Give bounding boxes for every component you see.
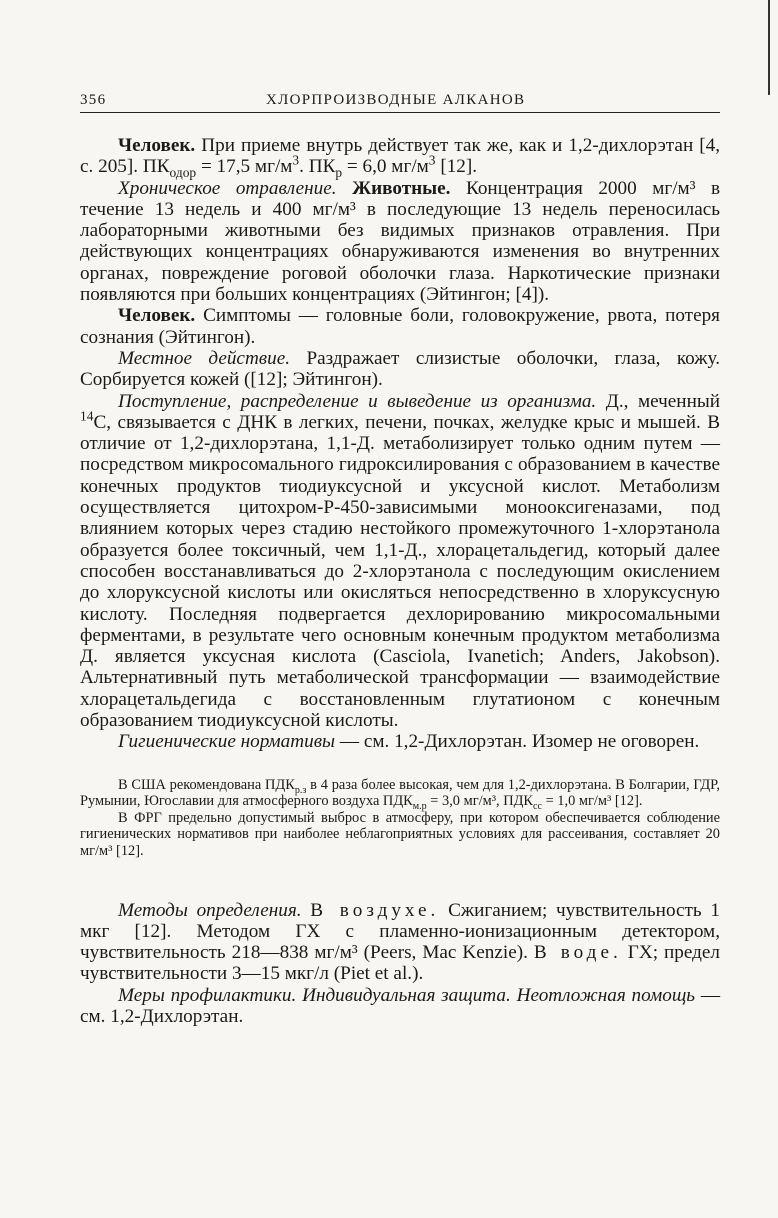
text: Д., меченный [605, 390, 720, 412]
heading-italic: Меры профилактики. Индивидуальная защита. Неотложная помощь [118, 984, 696, 1006]
paragraph-human-oral [80, 135, 721, 181]
text: = 6,0 мг/м [342, 156, 429, 178]
text: ГХ; предел чувствительности 3—15 мкг/л (Piet et al.). [80, 942, 721, 985]
lead-human: Человек. [118, 135, 196, 156]
subscript: сс [533, 801, 542, 813]
note-frg [80, 810, 720, 860]
lead-human: Человек. [118, 305, 196, 327]
methods-text [80, 900, 720, 1028]
heading-italic: Поступление, распределение и выведение из организма. [118, 390, 597, 412]
text: . ПК [299, 156, 336, 178]
text: = 3,0 мг/м³, ПДК [426, 793, 534, 810]
book-page [80, 92, 720, 1027]
text: При приеме внутрь действует так же, как и 1,2-дихлорэтан [4, с. 205]. ПК [80, 135, 721, 178]
text: = 1,0 мг/м³ [12]. [541, 793, 643, 810]
subscript: р.з [294, 784, 307, 796]
text: С, связывается с ДНК в легких, печени, почках, желудке крыс и мышей. В отличие от 1,2-дихлорэтана, 1,1-Д. метаболизирует только одним путем — посредством микросомального гидроксилирования с образованием в качестве конечных продуктов тиодиуксусной и уксусной кислот. Метаболизм осуществляется цитохром-Р-450-зависимыми монооксигеназами, под влиянием которых через стадию нестойкого промежуточного 1-хлорэтанола образуется более токсичный, чем 1,1-Д., хлорацетальдегид, который далее способен восстанавливаться до 2-хлорэтанола с последующим окислением до хлоруксусной кислоты или окисляться непосредственно в хлоруксусную кислоту. Последняя подвергается дехлорированию микросомальными ферментами, в результате чего основным конечным продуктом метаболизма Д. является уксусная кислота (Casciola, Ivanetich; Anders, Jakobson). Альтернативный путь метаболической трансформации — взаимодействие хлорацетальдегида с восстановленным глутатионом с конечным образованием тиодиуксусной кислоты. [80, 411, 720, 732]
heading-italic: Хроническое отравление. [118, 177, 337, 199]
text: Раздражает слизистые оболочки, глаза, кожу. Сорбируется кожей ([12]; Эйтингон). [80, 347, 721, 391]
spaced-heading: В воде. [533, 942, 622, 964]
heading-italic: Методы определения. [118, 899, 302, 921]
footnote-block [80, 777, 720, 860]
text: В США рекомендована ПДК [118, 776, 295, 793]
subscript: одор [169, 165, 197, 181]
subscript: р [335, 165, 343, 181]
paragraph-prevention [80, 985, 720, 1028]
text: Симптомы — головные боли, головокружение, рвота, потеря сознания (Эйтингон). [80, 305, 721, 348]
lead-animals: Животные. [352, 177, 451, 199]
paragraph-metabolism [80, 391, 720, 732]
paragraph-methods [80, 900, 720, 985]
running-title: ХЛОРПРОИЗВОДНЫЕ АЛКАНОВ [266, 92, 526, 108]
superscript: 14 [80, 408, 94, 424]
spaced-heading: В воздухе. [310, 899, 440, 921]
text: в 4 раза более высокая, чем для 1,2-дихлорэтана. В Болгарии, ГДР, Румынии, Югославии для атмосферного воздуха ПДК [80, 776, 720, 810]
heading-italic: Гигиенические нормативы [118, 731, 336, 753]
superscript: 3 [292, 152, 300, 168]
text: Сжиганием; чувствительность 1 мкг [12]. Методом ГХ с пламенно-ионизационным детектором, чувствительность 218—838 мг/м³ (Peers, Mac Kenzie). [80, 899, 720, 964]
heading-italic: Местное действие. [118, 347, 291, 369]
paragraph-hygiene [80, 731, 720, 752]
paragraph-chronic [80, 178, 720, 306]
text: В ФРГ предельно допустимый выброс в атмосферу, при котором обеспечивается соблюдение гигиенических нормативов при наиболее неблагоприятных условиях для рассеивания, составляет 20 мг/м³ [12]. [80, 809, 720, 859]
text: [12]. [435, 156, 478, 178]
page-number: 356 [80, 92, 107, 108]
page-edge-line [768, 0, 770, 95]
text: Концентрация 2000 мг/м³ в течение 13 недель и 400 мг/м³ в последующие 13 недель переносилась лабораторными животными без видимых признаков отравления. При действующих концентрациях обнаруживаются изменения во внутренних органах, повреждение роговой оболочки глаза. Наркотические признаки появляются при больших концентрациях (Эйтингон; [4]). [80, 177, 721, 306]
main-text [80, 135, 720, 753]
subscript: м.р [412, 801, 427, 813]
text: — см. 1,2-Дихлорэтан. Изомер не оговорен. [335, 731, 700, 753]
superscript: 3 [428, 152, 436, 168]
note-usa [80, 776, 720, 813]
text: — см. 1,2-Дихлорэтан. [80, 984, 721, 1028]
paragraph-local-action [80, 348, 720, 391]
page-header [80, 92, 720, 113]
paragraph-human-symptoms [80, 305, 720, 348]
text: = 17,5 мг/м [196, 156, 293, 178]
